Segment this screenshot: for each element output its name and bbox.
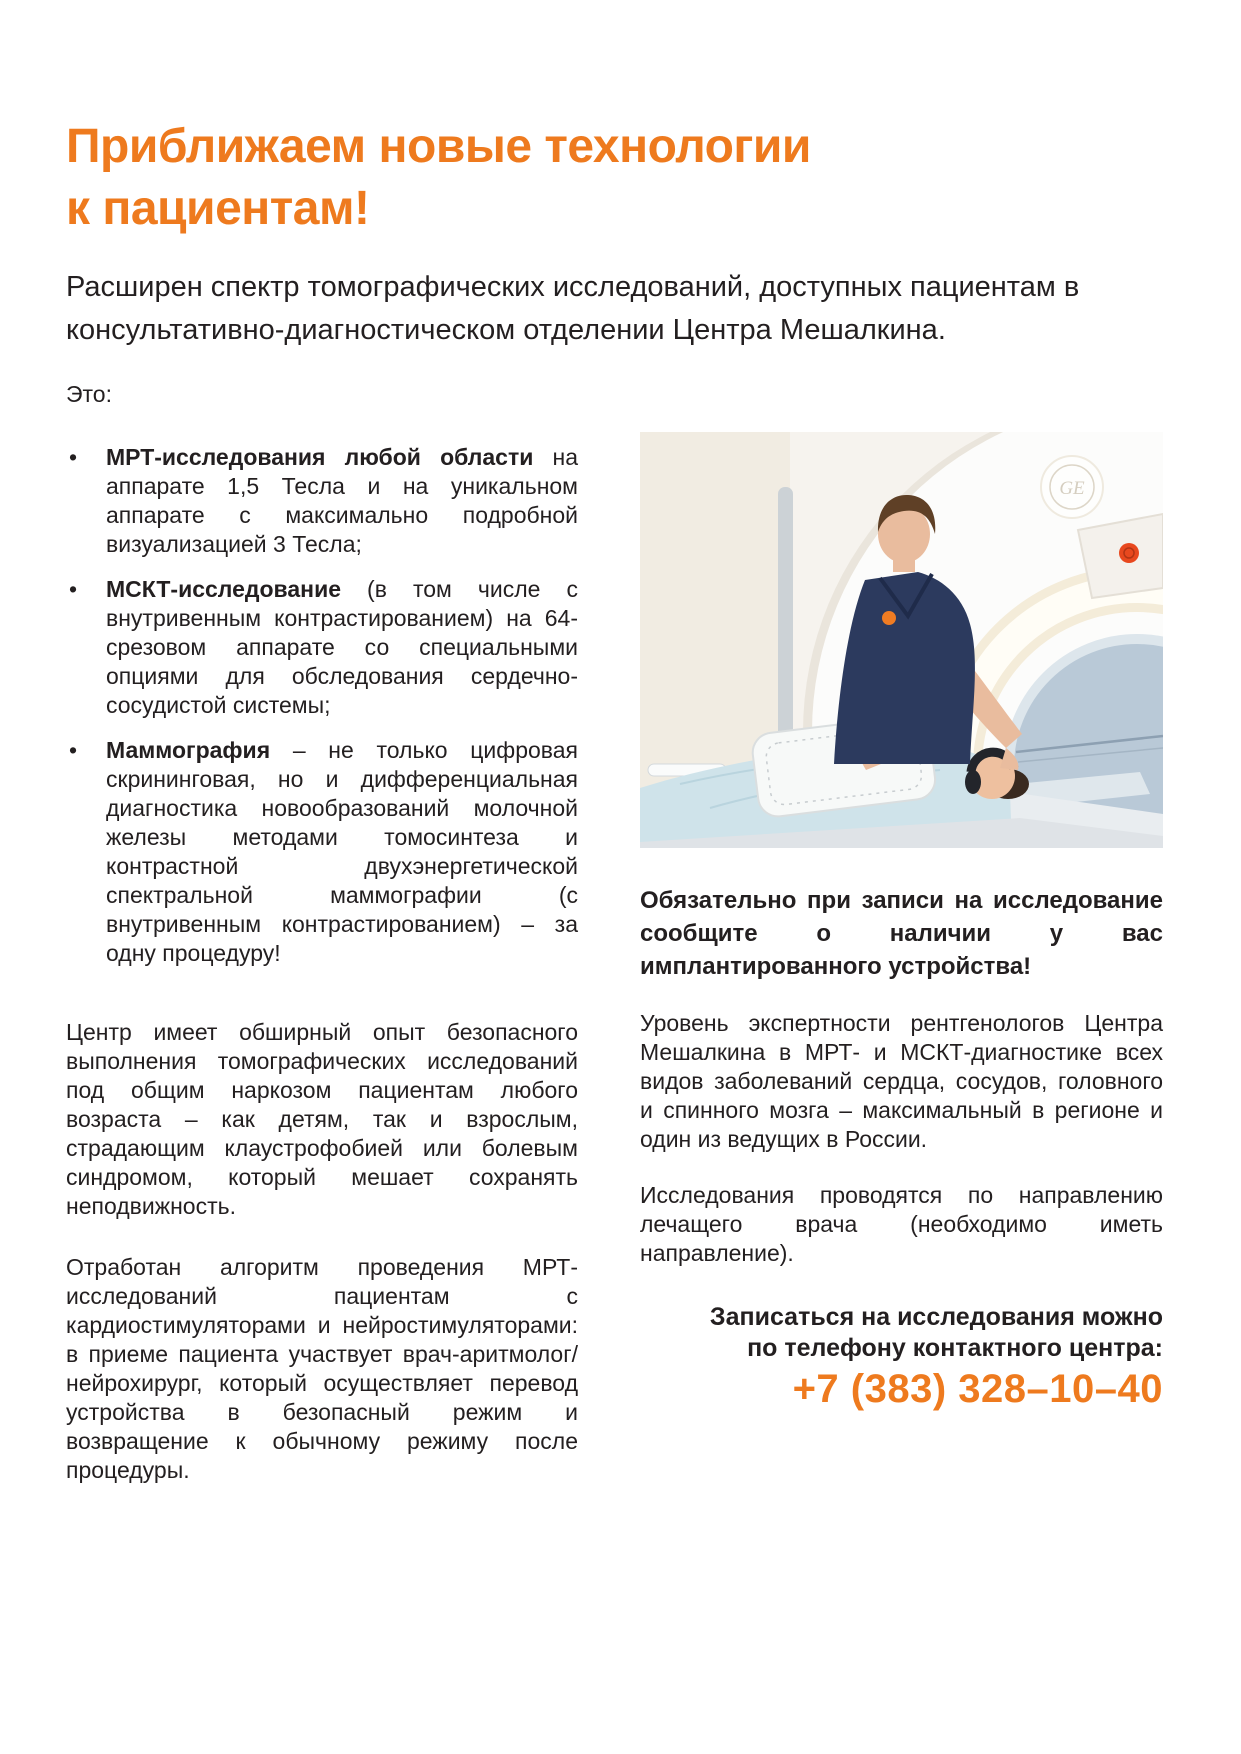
signup-line1: Записаться на исследования можно (709, 1303, 1163, 1331)
paragraph-referral: Исследования проводятся по направлению лечащего врача (необходимо иметь направление). (640, 1182, 1163, 1266)
list-item-lead: Маммография (106, 737, 271, 763)
list-item (66, 443, 578, 559)
ge-monogram: GE (1059, 478, 1085, 499)
headphone-cup (965, 770, 981, 794)
emergency-button-icon (1119, 543, 1139, 563)
intro-paragraph: Расширен спектр томографических исследований, доступных пациентам в консультативно-диагностическом отделении Центра Мешалкина. (66, 271, 1080, 346)
list-item-text: – не только цифровая скрининговая, но и дифференциальная диагностика новообразований молочной железы методами томосинтеза и контрастной двухэнергетической спектральной маммографии (с внутривенным контрастированием) – за одну процедуру! (106, 737, 578, 966)
signup-line2: по телефону контактного центра: (747, 1334, 1163, 1362)
page-title-line2: к пациентам! (66, 182, 370, 235)
list-item (66, 575, 578, 720)
bullet-icon: • (69, 737, 78, 763)
list-item-lead: МСКТ-исследование (106, 576, 342, 602)
badge-pin-icon (882, 611, 896, 625)
list-item-lead: МРТ-исследования любой области (106, 444, 534, 470)
page-title (66, 116, 1166, 240)
signup-note (640, 1302, 1163, 1364)
mri-photo-illustration (640, 432, 1163, 848)
paragraph-expertise: Уровень экспертности рентгенологов Центра Мешалкина в МРТ- и МСКТ-диагностике всех видов заболеваний сердца, сосудов, головного и спинного мозга – максимальный в регионе и один из ведущих в России. (640, 1010, 1163, 1152)
contact-phone: +7 (383) 328–10–40 (792, 1367, 1163, 1411)
mri-photo (640, 432, 1163, 848)
list-item-text: на аппарате 1,5 Тесла и на уникальном аппарате с максимально подробной визуализацией 3 Тесла; (106, 444, 578, 557)
list-label: Это: (66, 381, 112, 407)
right-column (640, 432, 1163, 1412)
bullet-icon: • (69, 576, 78, 602)
feature-list (66, 443, 578, 968)
implant-warning-note: Обязательно при записи на исследование сообщите о наличии у вас имплантированного устройства! (640, 887, 1163, 980)
bullet-icon: • (69, 444, 78, 470)
list-item (66, 736, 578, 968)
left-column (66, 380, 578, 1485)
paragraph-pacemaker: Отработан алгоритм проведения МРТ-исследований пациентам с кардиостимуляторами и нейростимуляторами: в приеме пациента участвует врач-аритмолог/нейрохирург, который осуществляет перевод устройства в безопасный режим и возвращение к обычному режиму после процедуры. (66, 1254, 578, 1483)
page-title-line1: Приближаем новые технологии (66, 120, 811, 173)
paragraph-anesthesia: Центр имеет обширный опыт безопасного выполнения томографических исследований под общим наркозом пациентам любого возраста – как детям, так и взрослым, страдающим клаустрофобией или болевым синдромом, который мешает сохранять неподвижность. (66, 1019, 578, 1219)
list-item-text: (в том числе с внутривенным контрастированием) на 64-срезовом аппарате со специальными опциями для обследования сердечно-сосудистой системы; (106, 576, 578, 718)
